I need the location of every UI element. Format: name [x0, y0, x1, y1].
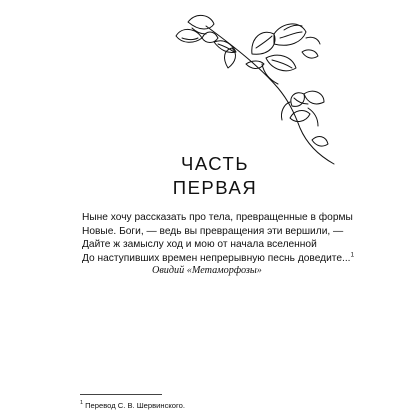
footnote	[80, 401, 330, 411]
part-heading	[140, 152, 290, 200]
footnote-text: Перевод С. В. Шервинского.	[85, 401, 185, 410]
epigraph-source: Овидий «Метаморфозы»	[152, 265, 262, 276]
footnote-number: 1	[80, 400, 84, 407]
epigraph-line: Ныне хочу рассказать про тела, превращенные в формы	[82, 212, 353, 223]
epigraph-line: Дайте ж замыслу ход и мою от начала вселенной	[82, 239, 317, 251]
epigraph-line: Новые. Боги, — ведь вы превращения эти вершили, —	[82, 225, 344, 237]
part-heading-line1: ЧАСТЬ	[181, 153, 249, 174]
iris-flower-sprig-icon	[166, 8, 346, 168]
footnote-divider	[80, 394, 162, 395]
epigraph	[82, 211, 382, 265]
epigraph-line-text: До наступивших времен непрерывную песнь доведите...	[82, 252, 351, 264]
part-heading-line2: ПЕРВАЯ	[172, 177, 258, 198]
footnote-reference[interactable]: 1	[350, 251, 355, 259]
